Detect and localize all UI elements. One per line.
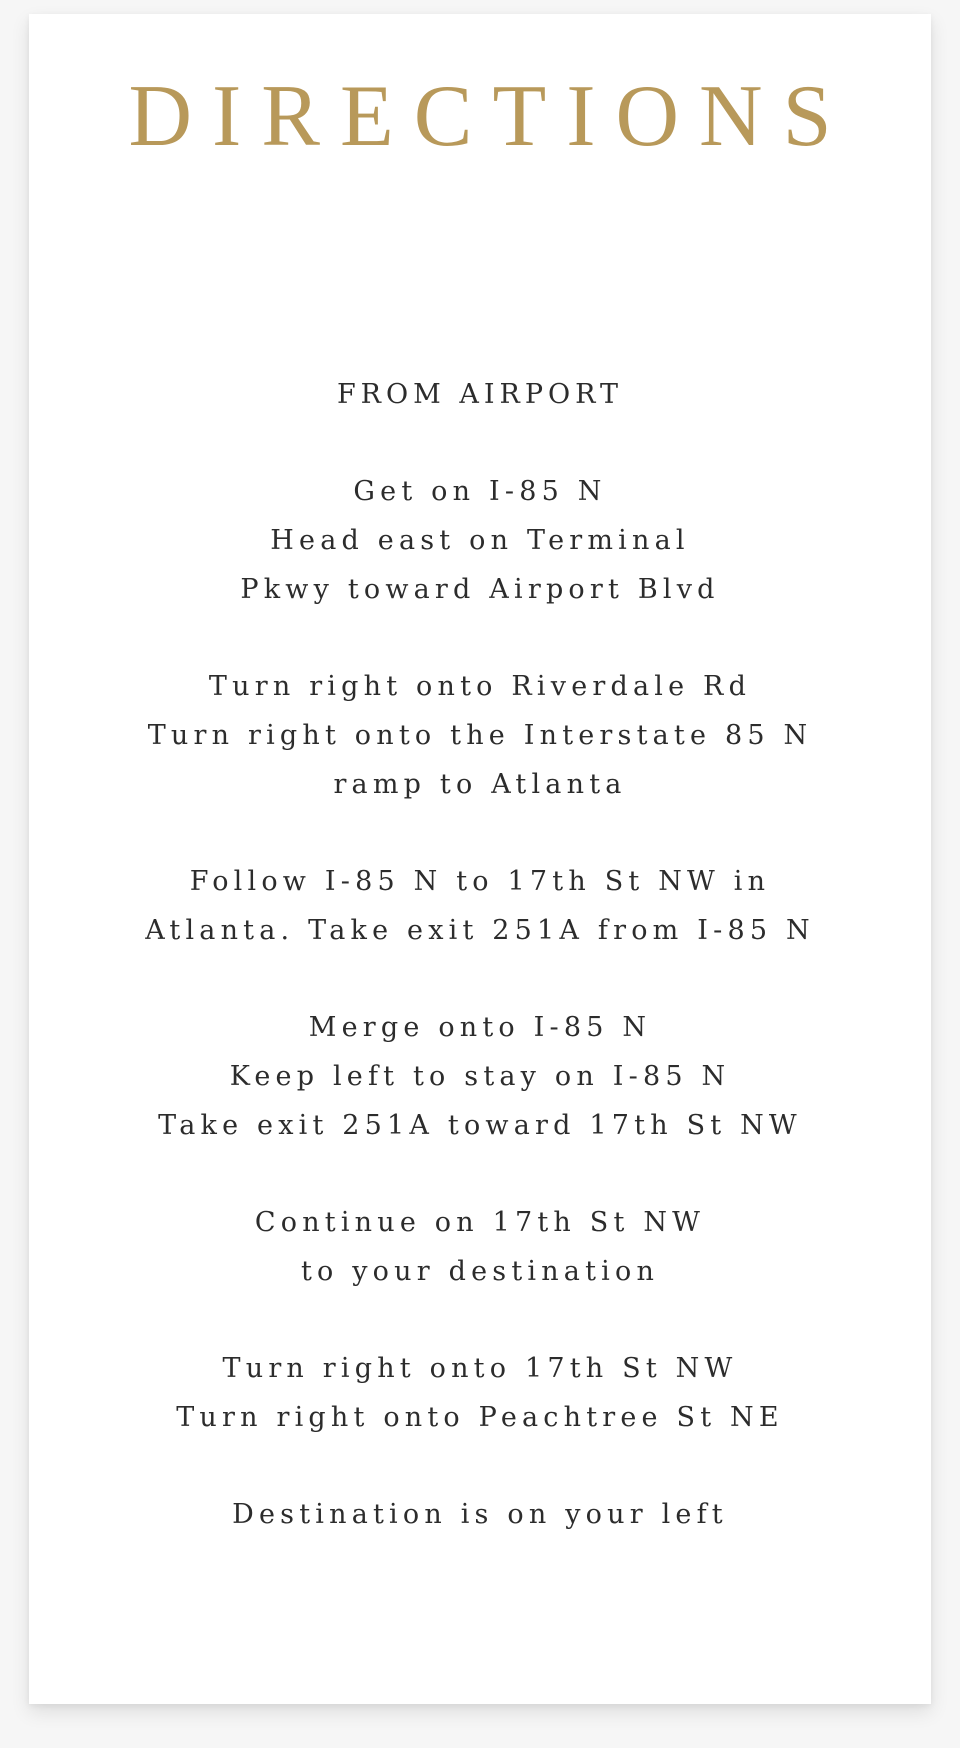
step-turn-right [29, 1344, 931, 1442]
direction-line: ramp to Atlanta [333, 769, 627, 800]
direction-line: Turn right onto 17th St NW [222, 1353, 738, 1384]
direction-line: Merge onto I-85 N [308, 1012, 652, 1043]
directions-card [29, 14, 931, 1704]
direction-line: Get on I-85 N [353, 476, 607, 507]
directions-body [29, 370, 931, 1539]
direction-line: Destination is on your left [232, 1499, 728, 1530]
direction-line: Continue on 17th St NW [254, 1207, 706, 1238]
step-merge [29, 1003, 931, 1150]
direction-line: Turn right onto Peachtree St NE [176, 1402, 784, 1433]
direction-line: to your destination [300, 1256, 660, 1287]
direction-line: Atlanta. Take exit 251A from I-85 N [145, 915, 815, 946]
direction-line: Head east on Terminal [270, 525, 690, 556]
card-title: DIRECTIONS [128, 68, 852, 165]
direction-line: Take exit 251A toward 17th St NW [158, 1110, 802, 1141]
step-riverdale [29, 662, 931, 809]
step-follow-i85 [29, 857, 931, 955]
direction-line: Turn right onto the Interstate 85 N [147, 720, 813, 751]
step-get-on-i85 [29, 467, 931, 614]
direction-line: Pkwy toward Airport Blvd [240, 574, 720, 605]
step-continue [29, 1198, 931, 1296]
step-destination [29, 1490, 931, 1539]
direction-line: Follow I-85 N to 17th St NW in [189, 866, 771, 897]
direction-line: Turn right onto Riverdale Rd [208, 671, 752, 702]
direction-line: Keep left to stay on I-85 N [229, 1061, 731, 1092]
section-heading: FROM AIRPORT [336, 379, 624, 410]
